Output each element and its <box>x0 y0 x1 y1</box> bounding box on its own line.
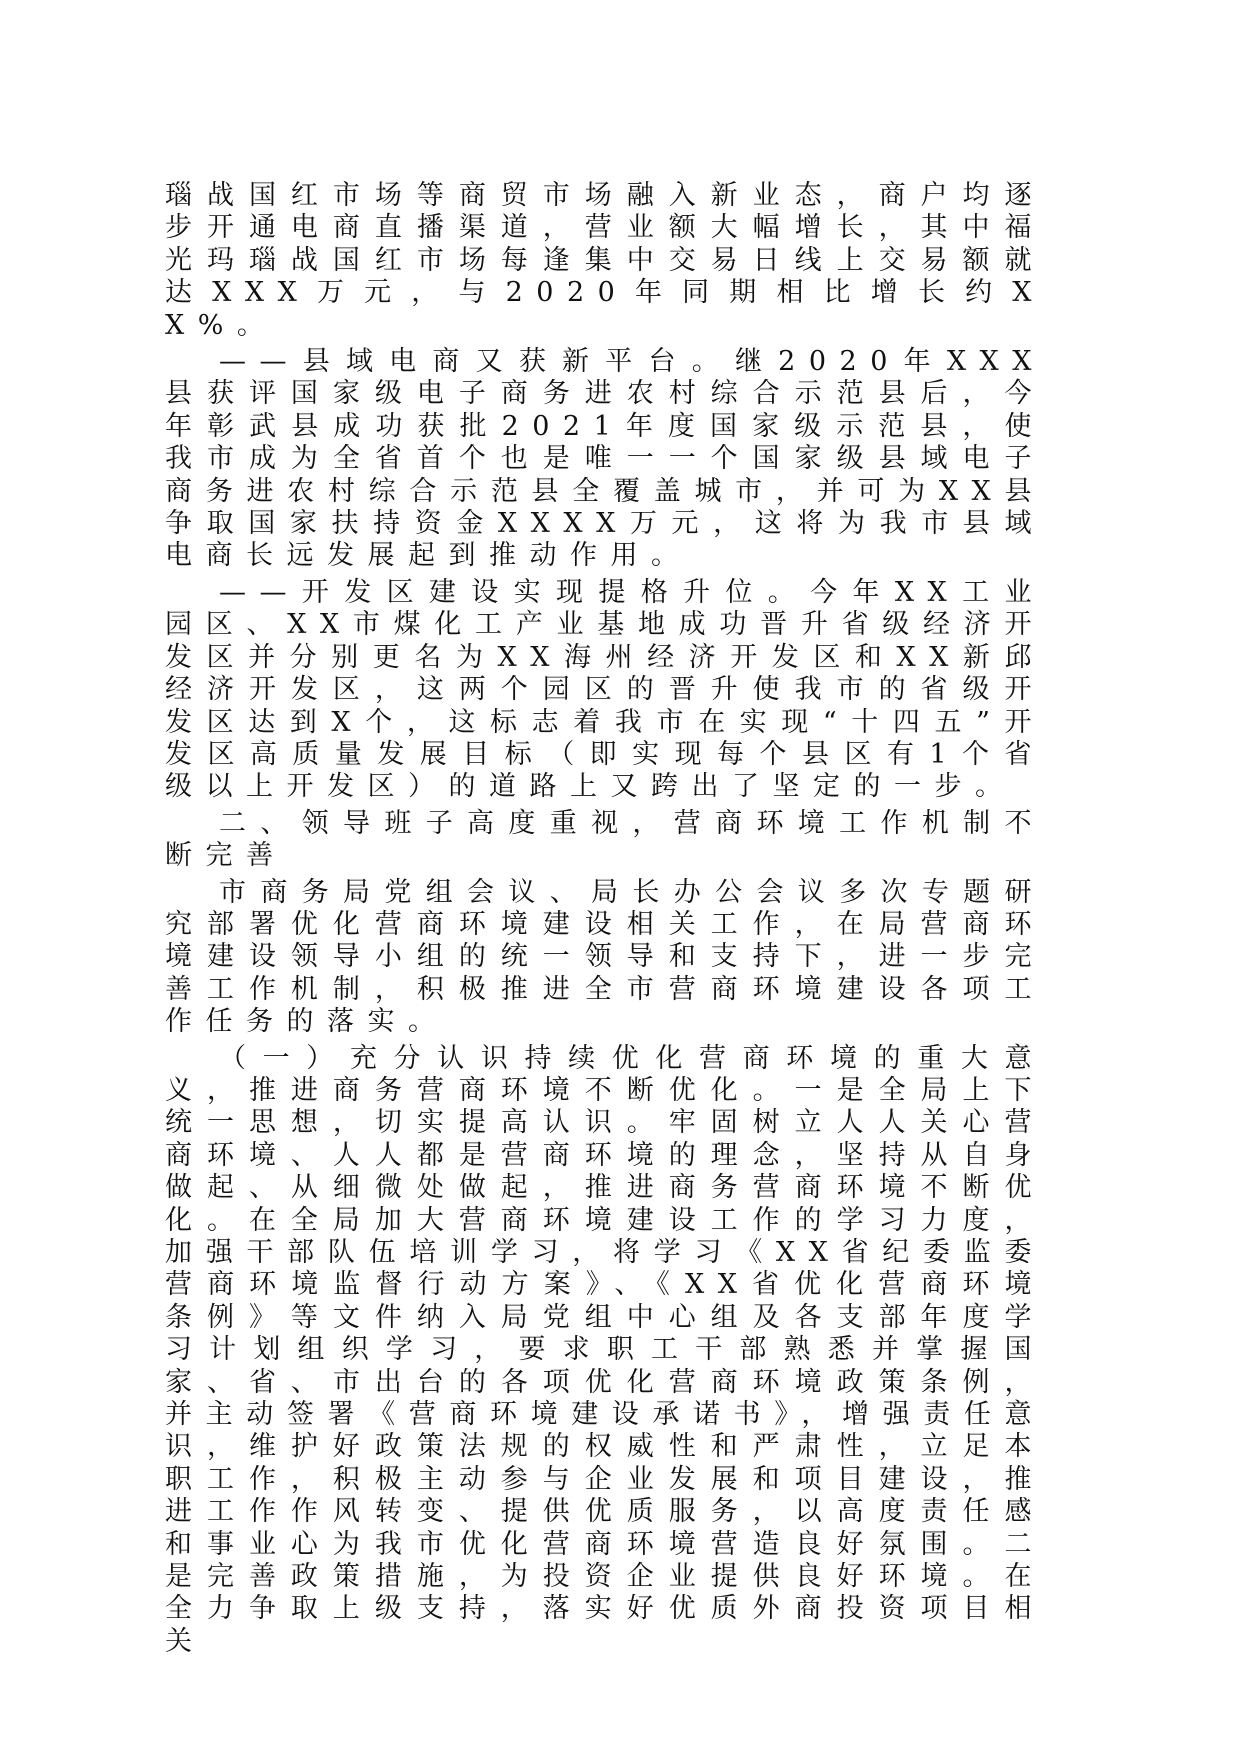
paragraph-subsection-1: （一）充分认识持续优化营商环境的重大意义，推进商务营商环境不断优化。一是全局上下统一思想，切实提高认识。牢固树立人人关心营商环境、人人都是营商环境的理念，坚持从自身做起、从细微处做起，推进商务营商环境不断优化。在全局加大营商环境建设工作的学习力度，加强干部队伍培训学习，将学习《XX省纪委监委营商环境监督行动方案》、《XX省优化营商环境条例》等文件纳入局党组中心组及各支部年度学习计划组织学习，要求职工干部熟悉并掌握国家、省、市出台的各项优化营商环境政策条例，并主动签署《营商环境建设承诺书》，增强责任意识，维护好政策法规的权威性和严肃性，立足本职工作，积极主动参与企业发展和项目建设，推进工作作风转变、提供优质服务，以高度责任感和事业心为我市优化营商环境营造良好氛围。二是完善政策措施，为投资企业提供良好环境。在全力争取上级支持，落实好优质外商投资项目相关 <box>165 1042 1045 1657</box>
section-heading-2: 二、领导班子高度重视，营商环境工作机制不断完善 <box>165 807 1045 872</box>
paragraph-development-zone: ——开发区建设实现提格升位。今年XX工业园区、XX市煤化工产业基地成功晋升省级经济开发区并分别更名为XX海州经济开发区和XX新邱经济开发区，这两个园区的晋升使我市的省级开发区达到X个，这标志着我市在实现“十四五”开发区高质量发展目标（即实现每个县区有1个省级以上开发区）的道路上又跨出了坚定的一步。 <box>165 576 1045 803</box>
paragraph-county-ecommerce: ——县域电商又获新平台。继2020年XXX县获评国家级电子商务进农村综合示范县后，今年彰武县成功获批2021年度国家级示范县，使我市成为全省首个也是唯一一个国家级县域电子商务进农村综合示范县全覆盖城市，并可为XX县争取国家扶持资金XXXX万元，这将为我市县域电商长远发展起到推动作用。 <box>165 346 1045 572</box>
paragraph-market-digital: 瑙战国红市场等商贸市场融入新业态，商户均逐步开通电商直播渠道，营业额大幅增长，其中福光玛瑙战国红市场每逢集中交易日线上交易额就达XXX万元，与2020年同期相比增长约XX%。 <box>165 180 1045 341</box>
document-body <box>165 180 1045 1658</box>
paragraph-bureau-meetings: 市商务局党组会议、局长办公会议多次专题研究部署优化营商环境建设相关工作，在局营商环境建设领导小组的统一领导和支持下，进一步完善工作机制，积极推进全市营商环境建设各项工作任务的落实。 <box>165 876 1045 1038</box>
